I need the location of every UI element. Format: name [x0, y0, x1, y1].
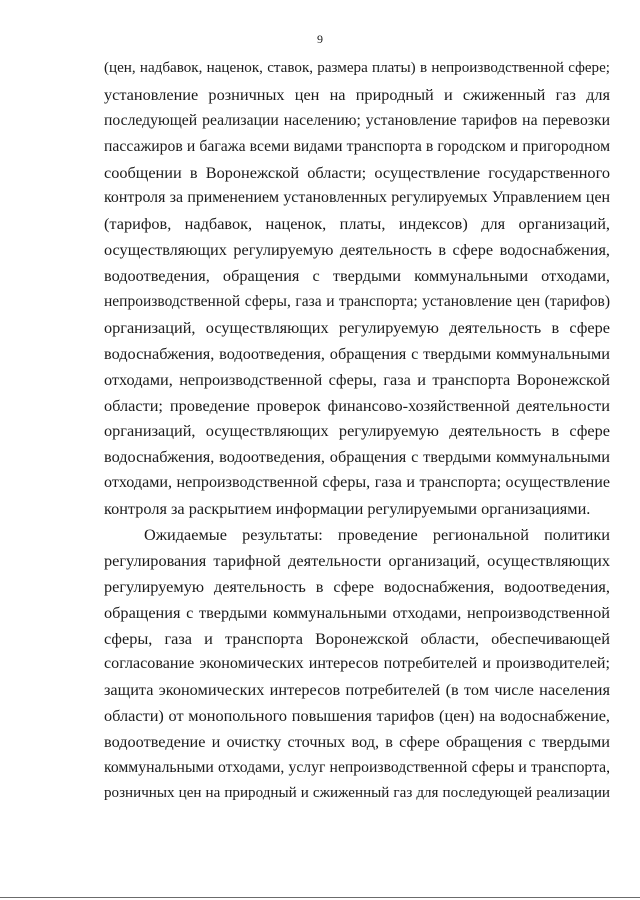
- text-line: контроля за применением установленных регулируемых Управлением цен: [104, 189, 610, 207]
- paragraph-end-line: контроля за раскрытием информации регулируемыми организациями.: [104, 499, 591, 519]
- text-line: сообщении в Воронежской области; осуществление государственного: [104, 162, 610, 182]
- text-line: коммунальными отходами, услуг непроизводственной сферы и транспорта,: [104, 759, 610, 777]
- text-line: водоотведение и очистку сточных вод, в сфере обращения с твердыми: [104, 732, 610, 752]
- scan-edge-divider: [0, 897, 640, 898]
- page-number: 9: [317, 32, 323, 46]
- text-line: последующей реализации населению; установление тарифов на перевозки: [104, 111, 610, 129]
- text-line: отходами, непроизводственной сферы, газа и транспорта; осуществление: [104, 474, 610, 492]
- text-line: регулирования тарифной деятельности организаций, осуществляющих: [104, 550, 610, 570]
- text-line: (цен, надбавок, наценок, ставок, размера платы) в непроизводственной сфере;: [104, 60, 610, 76]
- text-line: сферы, газа и транспорта Воронежской области, обеспечивающей: [104, 628, 610, 648]
- document-body: [104, 56, 610, 807]
- text-line: обращения с твердыми коммунальными отходами, непроизводственной: [104, 602, 610, 622]
- text-line: области) от монопольного повышения тарифов (цен) на водоснабжение,: [104, 706, 610, 726]
- text-line: розничных цен на природный и сжиженный газ для последующей реализации: [104, 784, 610, 801]
- text-line: отходами, непроизводственной сферы, газа и транспорта Воронежской: [104, 369, 610, 389]
- text-line: водоснабжения, водоотведения, обращения с твердыми коммунальными: [104, 343, 610, 363]
- text-line: водоотведения, обращения с твердыми коммунальными отходами,: [104, 266, 610, 286]
- text-line: пассажиров и багажа всеми видами транспорта в городском и пригородном: [104, 137, 610, 155]
- text-line: защита экономических интересов потребителей (в том числе населения: [104, 680, 610, 700]
- text-line: организаций, осуществляющих регулируемую деятельность в сфере: [104, 421, 610, 441]
- text-line: (тарифов, надбавок, наценок, платы, индексов) для организаций,: [104, 214, 610, 234]
- text-line: регулируемую деятельность в сфере водоснабжения, водоотведения,: [104, 576, 610, 596]
- text-line: организаций, осуществляющих регулируемую деятельность в сфере: [104, 317, 610, 337]
- text-line: согласование экономических интересов потребителей и производителей;: [104, 655, 610, 673]
- text-line: области; проведение проверок финансово-хозяйственной деятельности: [104, 395, 610, 415]
- text-line: водоснабжения, водоотведения, обращения с твердыми коммунальными: [104, 447, 610, 467]
- text-line: осуществляющих регулируемую деятельность в сфере водоснабжения,: [104, 240, 610, 260]
- paragraph-start-line: Ожидаемые результаты: проведение региональной политики: [144, 525, 610, 545]
- text-line: непроизводственной сферы, газа и транспорта; установление цен (тарифов): [104, 293, 610, 311]
- text-line: установление розничных цен на природный и сжиженный газ для: [104, 84, 610, 104]
